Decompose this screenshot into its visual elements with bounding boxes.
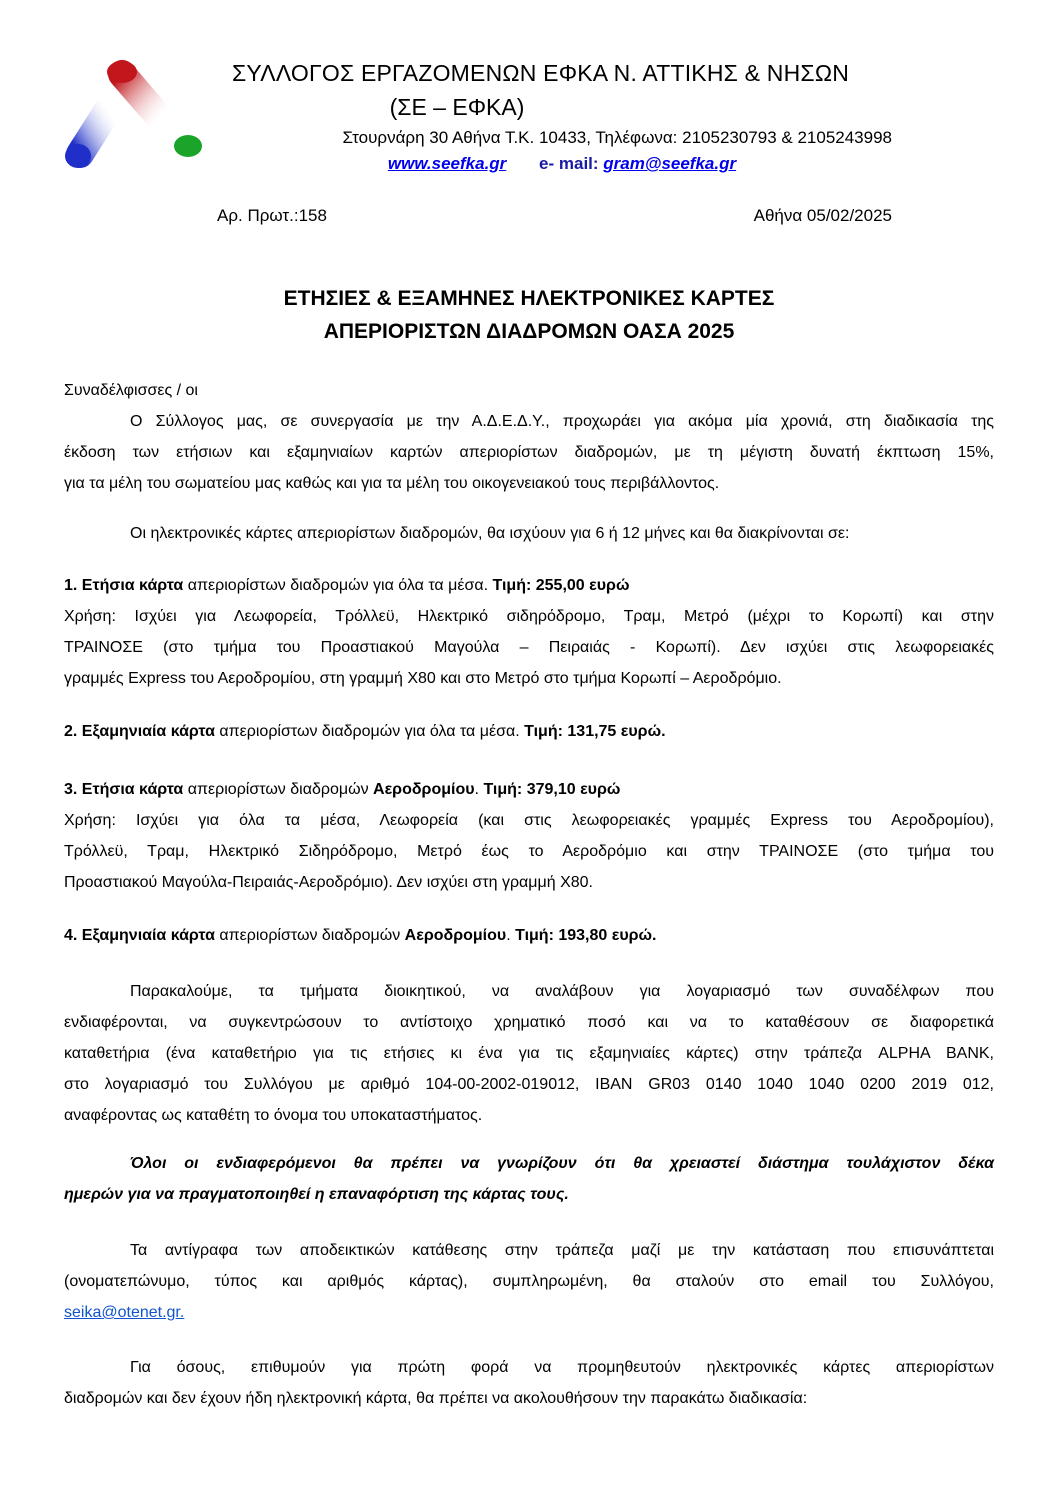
card-3-usage-line: Χρήση: Ισχύει για όλα τα μέσα, Λεωφορεία (και στις λεωφορειακές γραμμές Express του Αεροδρομίου), bbox=[64, 812, 994, 829]
card-4-price: Τιμή: 193,80 ευρώ. bbox=[515, 927, 657, 944]
card-2-price: Τιμή: 131,75 ευρώ. bbox=[524, 723, 666, 740]
intro-line: Ο Σύλλογος μας, σε συνεργασία με την Α.Δ.Ε.Δ.Υ., προχωράει για ακόμα μία χρονιά, στη διαδικασία της bbox=[130, 413, 994, 430]
cards-intro: Οι ηλεκτρονικές κάρτες απεριορίστων διαδρομών, θα ισχύουν για 6 ή 12 μήνες και θα διακρίνονται σε: bbox=[130, 525, 850, 542]
card-1-description: απεριορίστων διαδρομών για όλα τα μέσα. bbox=[183, 577, 493, 594]
greeting: Συναδέλφισσες / οι bbox=[64, 382, 198, 399]
payment-line: στο λογαριασμό του Συλλόγου με αριθμό 104-00-2002-019012, IBAN GR03 0140 1040 1040 0200 2019 012, bbox=[64, 1076, 994, 1093]
payment-paragraph bbox=[64, 976, 994, 1131]
organization-contacts bbox=[232, 154, 892, 174]
card-4-title: 4. Εξαμηνιαία κάρτα bbox=[64, 927, 215, 944]
intro-line: έκδοση των ετήσιων και εξαμηνιαίων καρτών απεριορίστων διαδρομών, με τη μέγιστη δυνατή έκπτωση 15%, bbox=[64, 444, 994, 461]
card-4-separator: . bbox=[506, 927, 516, 944]
card-2-heading bbox=[64, 716, 994, 747]
payment-line: αναφέροντας ως καταθέτη το όνομα του υποκαταστήματος. bbox=[64, 1107, 483, 1124]
document-title-line-2: ΑΠΕΡΙΟΡΙΣΤΩΝ ΔΙΑΔΡΟΜΩΝ ΟΑΣΑ 2025 bbox=[323, 320, 735, 343]
document-date: Αθήνα 05/02/2025 bbox=[753, 206, 892, 225]
intro-line: για τα μέλη του σωματείου μας καθώς και για τα μέλη του οικογενειακού τους περιβάλλοντος. bbox=[64, 475, 720, 492]
payment-line: καταθετήρια (ένα καταθετήριο για τις ετήσιες κι ένα για τις εξαμηνιαίες κάρτες) στην τράπεζα ALPHA BANK, bbox=[64, 1045, 994, 1062]
card-1-price: Τιμή: 255,00 ευρώ bbox=[492, 577, 630, 594]
organization-address: Στουρνάρη 30 Αθήνα Τ.Κ. 10433, Τηλέφωνα: 2105230793 & 2105243998 bbox=[342, 128, 892, 147]
card-3-price: Τιμή: 379,10 ευρώ bbox=[483, 781, 621, 798]
card-1 bbox=[64, 570, 994, 694]
notice-line: ημερών για να πραγματοποιηθεί η επαναφόρτιση της κάρτας τους. bbox=[64, 1186, 569, 1203]
intro-paragraph bbox=[64, 406, 994, 499]
copies-line: (ονοματεπώνυμο, τύπος και αριθμός κάρτας), συμπληρωμένη, θα σταλούν στο email του Συλλόγου, bbox=[64, 1273, 994, 1290]
email-link[interactable]: gram@seefka.gr bbox=[603, 154, 737, 173]
email-label: e- mail: bbox=[539, 154, 599, 173]
card-1-usage-line: γραμμές Express του Αεροδρομίου, στη γραμμή Χ80 και στο Μετρό στο τμήμα Κορωπί – Αεροδρόμιο. bbox=[64, 670, 782, 687]
first-time-line: Για όσους, επιθυμούν για πρώτη φορά να προμηθευτούν ηλεκτρονικές κάρτες απεριορίστων bbox=[130, 1359, 994, 1376]
notice-line: Όλοι οι ενδιαφερόμενοι θα πρέπει να γνωρίζουν ότι θα χρειαστεί διάστημα τουλάχιστον δέκα bbox=[130, 1155, 994, 1172]
card-3-usage-line: Τρόλλεϋ, Τραμ, Ηλεκτρικό Σιδηρόδρομο, Μετρό έως το Αεροδρόμιο και στην ΤΡΑΙΝΟΣΕ (στο τμήμα του bbox=[64, 843, 994, 860]
protocol-number: Αρ. Πρωτ.:158 bbox=[217, 206, 327, 225]
card-3-heading bbox=[64, 774, 994, 805]
payment-line: Παρακαλούμε, τα τμήματα διοικητικού, να αναλάβουν για λογαριασμό των συναδέλφων που bbox=[130, 983, 994, 1000]
card-1-title: 1. Ετήσια κάρτα bbox=[64, 577, 184, 594]
organization-abbreviation bbox=[232, 94, 892, 121]
first-time-line: διαδρομών και δεν έχουν ήδη ηλεκτρονική κάρτα, θα πρέπει να ακολουθήσουν την παρακάτω διαδικασία: bbox=[64, 1390, 808, 1407]
website-link[interactable]: www.seefka.gr bbox=[387, 154, 507, 173]
card-3-usage-line: Προαστιακού Μαγούλα-Πειραιάς-Αεροδρόμιο). Δεν ισχύει στη γραμμή Χ80. bbox=[64, 874, 593, 891]
card-2-title: 2. Εξαμηνιαία κάρτα bbox=[64, 723, 215, 740]
copies-email-link[interactable]: seika@otenet.gr. bbox=[64, 1304, 185, 1321]
card-3-description: απεριορίστων διαδρομών bbox=[183, 781, 374, 798]
card-4-heading bbox=[64, 920, 994, 951]
card-3-separator: . bbox=[474, 781, 484, 798]
card-1-heading bbox=[64, 570, 994, 601]
card-3 bbox=[64, 774, 994, 898]
card-4 bbox=[64, 920, 994, 951]
card-4-airport: Αεροδρομίου bbox=[404, 927, 507, 944]
notice-paragraph bbox=[64, 1148, 994, 1210]
card-2-description: απεριορίστων διαδρομών για όλα τα μέσα. bbox=[214, 723, 525, 740]
organization-abbreviation-text: (ΣΕ – ΕΦΚΑ) bbox=[389, 94, 525, 120]
document-title-line-1: ΕΤΗΣΙΕΣ & ΕΞΑΜΗΝΕΣ ΗΛΕΚΤΡΟΝΙΚΕΣ ΚΑΡΤΕΣ bbox=[283, 287, 775, 310]
card-4-description: απεριορίστων διαδρομών bbox=[214, 927, 405, 944]
card-3-airport: Αεροδρομίου bbox=[373, 781, 475, 798]
card-2 bbox=[64, 716, 994, 747]
copies-line: Τα αντίγραφα των αποδεικτικών κατάθεσης στην τράπεζα μαζί με την κατάσταση που επισυνάπτεται bbox=[130, 1242, 994, 1259]
organization-logo bbox=[60, 58, 210, 173]
copies-paragraph bbox=[64, 1235, 994, 1328]
card-1-usage-line: ΤΡΑΙΝΟΣΕ (στο τμήμα του Προαστιακού Μαγούλα – Πειραιάς - Κορωπί). Δεν ισχύει στις λεωφορειακές bbox=[64, 639, 994, 656]
first-time-paragraph bbox=[64, 1352, 994, 1414]
card-1-usage-line: Χρήση: Ισχύει για Λεωφορεία, Τρόλλεϋ, Ηλεκτρικό σιδηρόδρομο, Τραμ, Μετρό (μέχρι το Κορωπί) και στην bbox=[64, 608, 994, 625]
reference-line bbox=[217, 206, 892, 226]
organization-name: ΣΥΛΛΟΓΟΣ ΕΡΓΑΖΟΜΕΝΩΝ ΕΦΚΑ Ν. ΑΤΤΙΚΗΣ & ΝΗΣΩΝ bbox=[232, 60, 850, 86]
payment-line: ενδιαφέρονται, να συγκεντρώσουν το αντίστοιχο χρηματικό ποσό και να το καταθέσουν σε διαφορετικά bbox=[64, 1014, 994, 1031]
card-3-title: 3. Ετήσια κάρτα bbox=[64, 781, 184, 798]
